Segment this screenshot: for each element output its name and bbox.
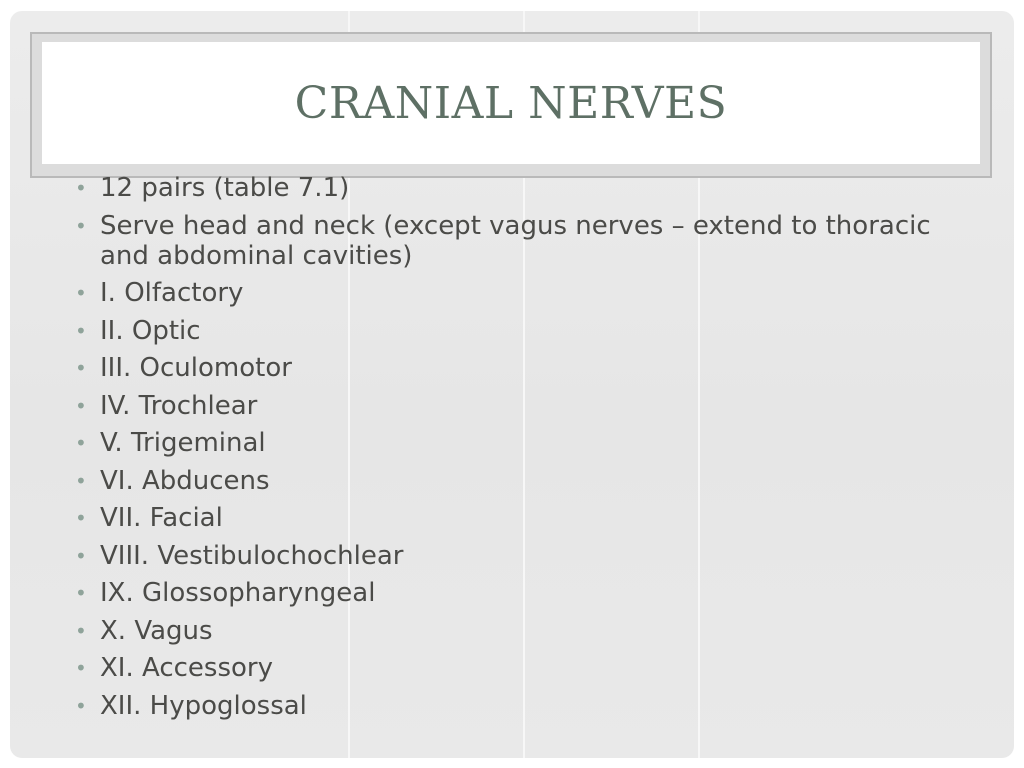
bullet-item — [72, 691, 972, 721]
bullet-icon: • — [75, 356, 87, 380]
bullet-text: VI. Abducens — [100, 465, 270, 496]
bullet-icon: • — [75, 431, 87, 455]
bullet-icon: • — [75, 281, 87, 305]
bullet-text: Serve head and neck (except vagus nerves – extend to thoracic and abdominal cavities) — [100, 210, 931, 271]
title-box — [42, 42, 980, 164]
bullet-text: II. Optic — [100, 315, 201, 346]
bullet-icon: • — [75, 581, 87, 605]
bullet-text: VII. Facial — [100, 503, 223, 533]
bullet-item — [72, 578, 972, 608]
bullet-item — [72, 391, 972, 421]
bullet-text: XI. Accessory — [100, 653, 273, 683]
bullet-text: X. Vagus — [100, 615, 213, 646]
slide-title: CRANIAL NERVES — [294, 77, 728, 129]
bullet-text: V. Trigeminal — [100, 428, 266, 458]
bullet-item — [72, 211, 972, 271]
bullet-icon: • — [75, 543, 87, 568]
bullet-text: XII. Hypoglossal — [100, 690, 307, 721]
bullet-list — [72, 173, 972, 728]
bullet-icon: • — [75, 693, 87, 718]
bullet-item — [72, 173, 972, 203]
bullet-item — [72, 316, 972, 346]
bullet-item — [72, 653, 972, 683]
bullet-text: IV. Trochlear — [100, 390, 258, 421]
slide — [10, 11, 1014, 758]
bullet-text: III. Oculomotor — [100, 353, 292, 383]
bullet-text: I. Olfactory — [100, 278, 244, 308]
bullet-icon: • — [75, 318, 87, 343]
bullet-icon: • — [75, 176, 87, 200]
bullet-icon: • — [75, 656, 87, 680]
bullet-icon: • — [75, 468, 87, 493]
title-frame — [30, 32, 992, 178]
bullet-item — [72, 616, 972, 646]
bullet-text: IX. Glossopharyngeal — [100, 578, 376, 608]
bullet-item — [72, 466, 972, 496]
bullet-icon: • — [75, 393, 87, 418]
bullet-text: 12 pairs (table 7.1) — [100, 173, 350, 203]
bullet-item — [72, 428, 972, 458]
bullet-icon: • — [75, 213, 87, 238]
bullet-item — [72, 278, 972, 308]
bullet-icon: • — [75, 618, 87, 643]
bullet-text: VIII. Vestibulochochlear — [100, 540, 404, 571]
bullet-item — [72, 541, 972, 571]
bullet-icon: • — [75, 506, 87, 530]
bullet-item — [72, 353, 972, 383]
bullet-item — [72, 503, 972, 533]
